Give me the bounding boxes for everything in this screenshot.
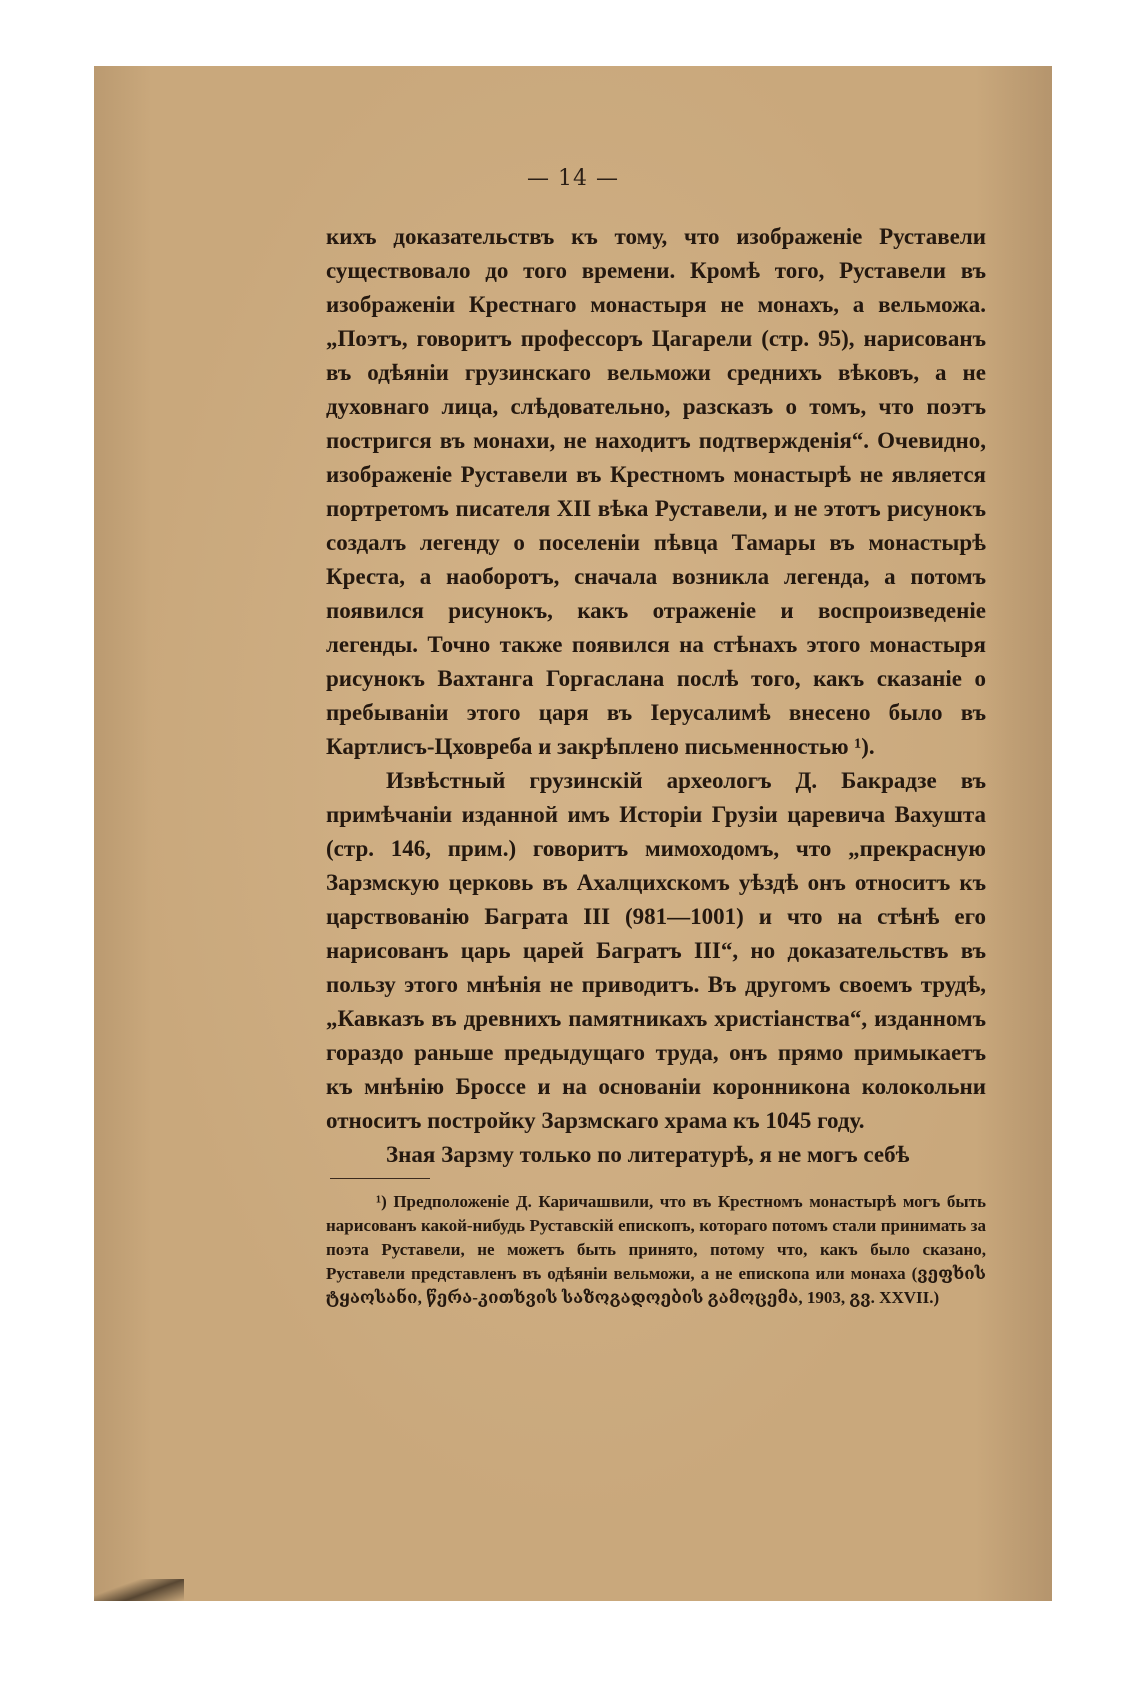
scan-smudge [94, 1579, 184, 1601]
footnotes [326, 1190, 986, 1310]
footnote-1: ¹) Предположеніе Д. Каричашвили, что въ Крестномъ монастырѣ могъ быть нарисованъ какой-нибудь Руставскій епископъ, котораго потомъ стали принимать за поэта Руставели, не можетъ быть принято, потому что, какъ было сказано, Руставели представленъ въ одѣяніи вельможи, а не епископа или монаха (ვეფხის ტყაოსანი, წერა-კითხვის საზოგადოების გამოცემა, 1903, გვ. XXVII.) [326, 1192, 986, 1307]
main-text [326, 220, 986, 1172]
page-number: — 14 — [527, 166, 619, 191]
book-page [94, 66, 1052, 1601]
footnote-divider [330, 1178, 430, 1179]
paragraph-2: Извѣстный грузинскій археологъ Д. Бакрадзе въ примѣчаніи изданной имъ Исторіи Грузіи царевича Вахушта (стр. 146, прим.) говоритъ мимоходомъ, что „прекрасную Зарзмскую церковь въ Ахалцихскомъ уѣздѣ онъ относитъ къ царствованію Баграта III (981—1001) и что на стѣнѣ его нарисованъ царь царей Багратъ III“, но доказательствъ въ пользу этого мнѣнія не приводитъ. Въ другомъ своемъ трудѣ, „Кавказъ въ древнихъ памятникахъ христіанства“, изданномъ гораздо раньше предыдущаго труда, онъ прямо примыкаетъ къ мнѣнію Броссе и на основаніи коронникона колокольни относитъ постройку Зарзмскаго храма къ 1045 году. [326, 768, 986, 1133]
paragraph-1: кихъ доказательствъ къ тому, что изображеніе Руставели существовало до того времени. Кромѣ того, Руставели въ изображеніи Крестнаго монастыря не монахъ, а вельможа. „Поэтъ, говоритъ профессоръ Цагарели (стр. 95), нарисованъ въ одѣяніи грузинскаго вельможи среднихъ вѣковъ, а не духовнаго лица, слѣдовательно, разсказъ о томъ, что поэтъ постригся въ монахи, не находитъ подтвержденія“. Очевидно, изображеніе Руставели въ Крестномъ монастырѣ не является портретомъ писателя XII вѣка Руставели, и не этотъ рисунокъ создалъ легенду о поселеніи пѣвца Тамары въ монастырѣ Креста, а наоборотъ, сначала возникла легенда, а потомъ появился рисунокъ, какъ отраженіе и воспроизведеніе легенды. Точно также появился на стѣнахъ этого монастыря рисунокъ Вахтанга Горгаслана послѣ того, какъ сказаніе о пребываніи этого царя въ Іерусалимѣ внесено было въ Картлисъ-Цховреба и закрѣплено письменностью ¹). [326, 224, 986, 759]
paragraph-3: Зная Зарзму только по литературѣ, я не могъ себѣ [386, 1142, 910, 1167]
